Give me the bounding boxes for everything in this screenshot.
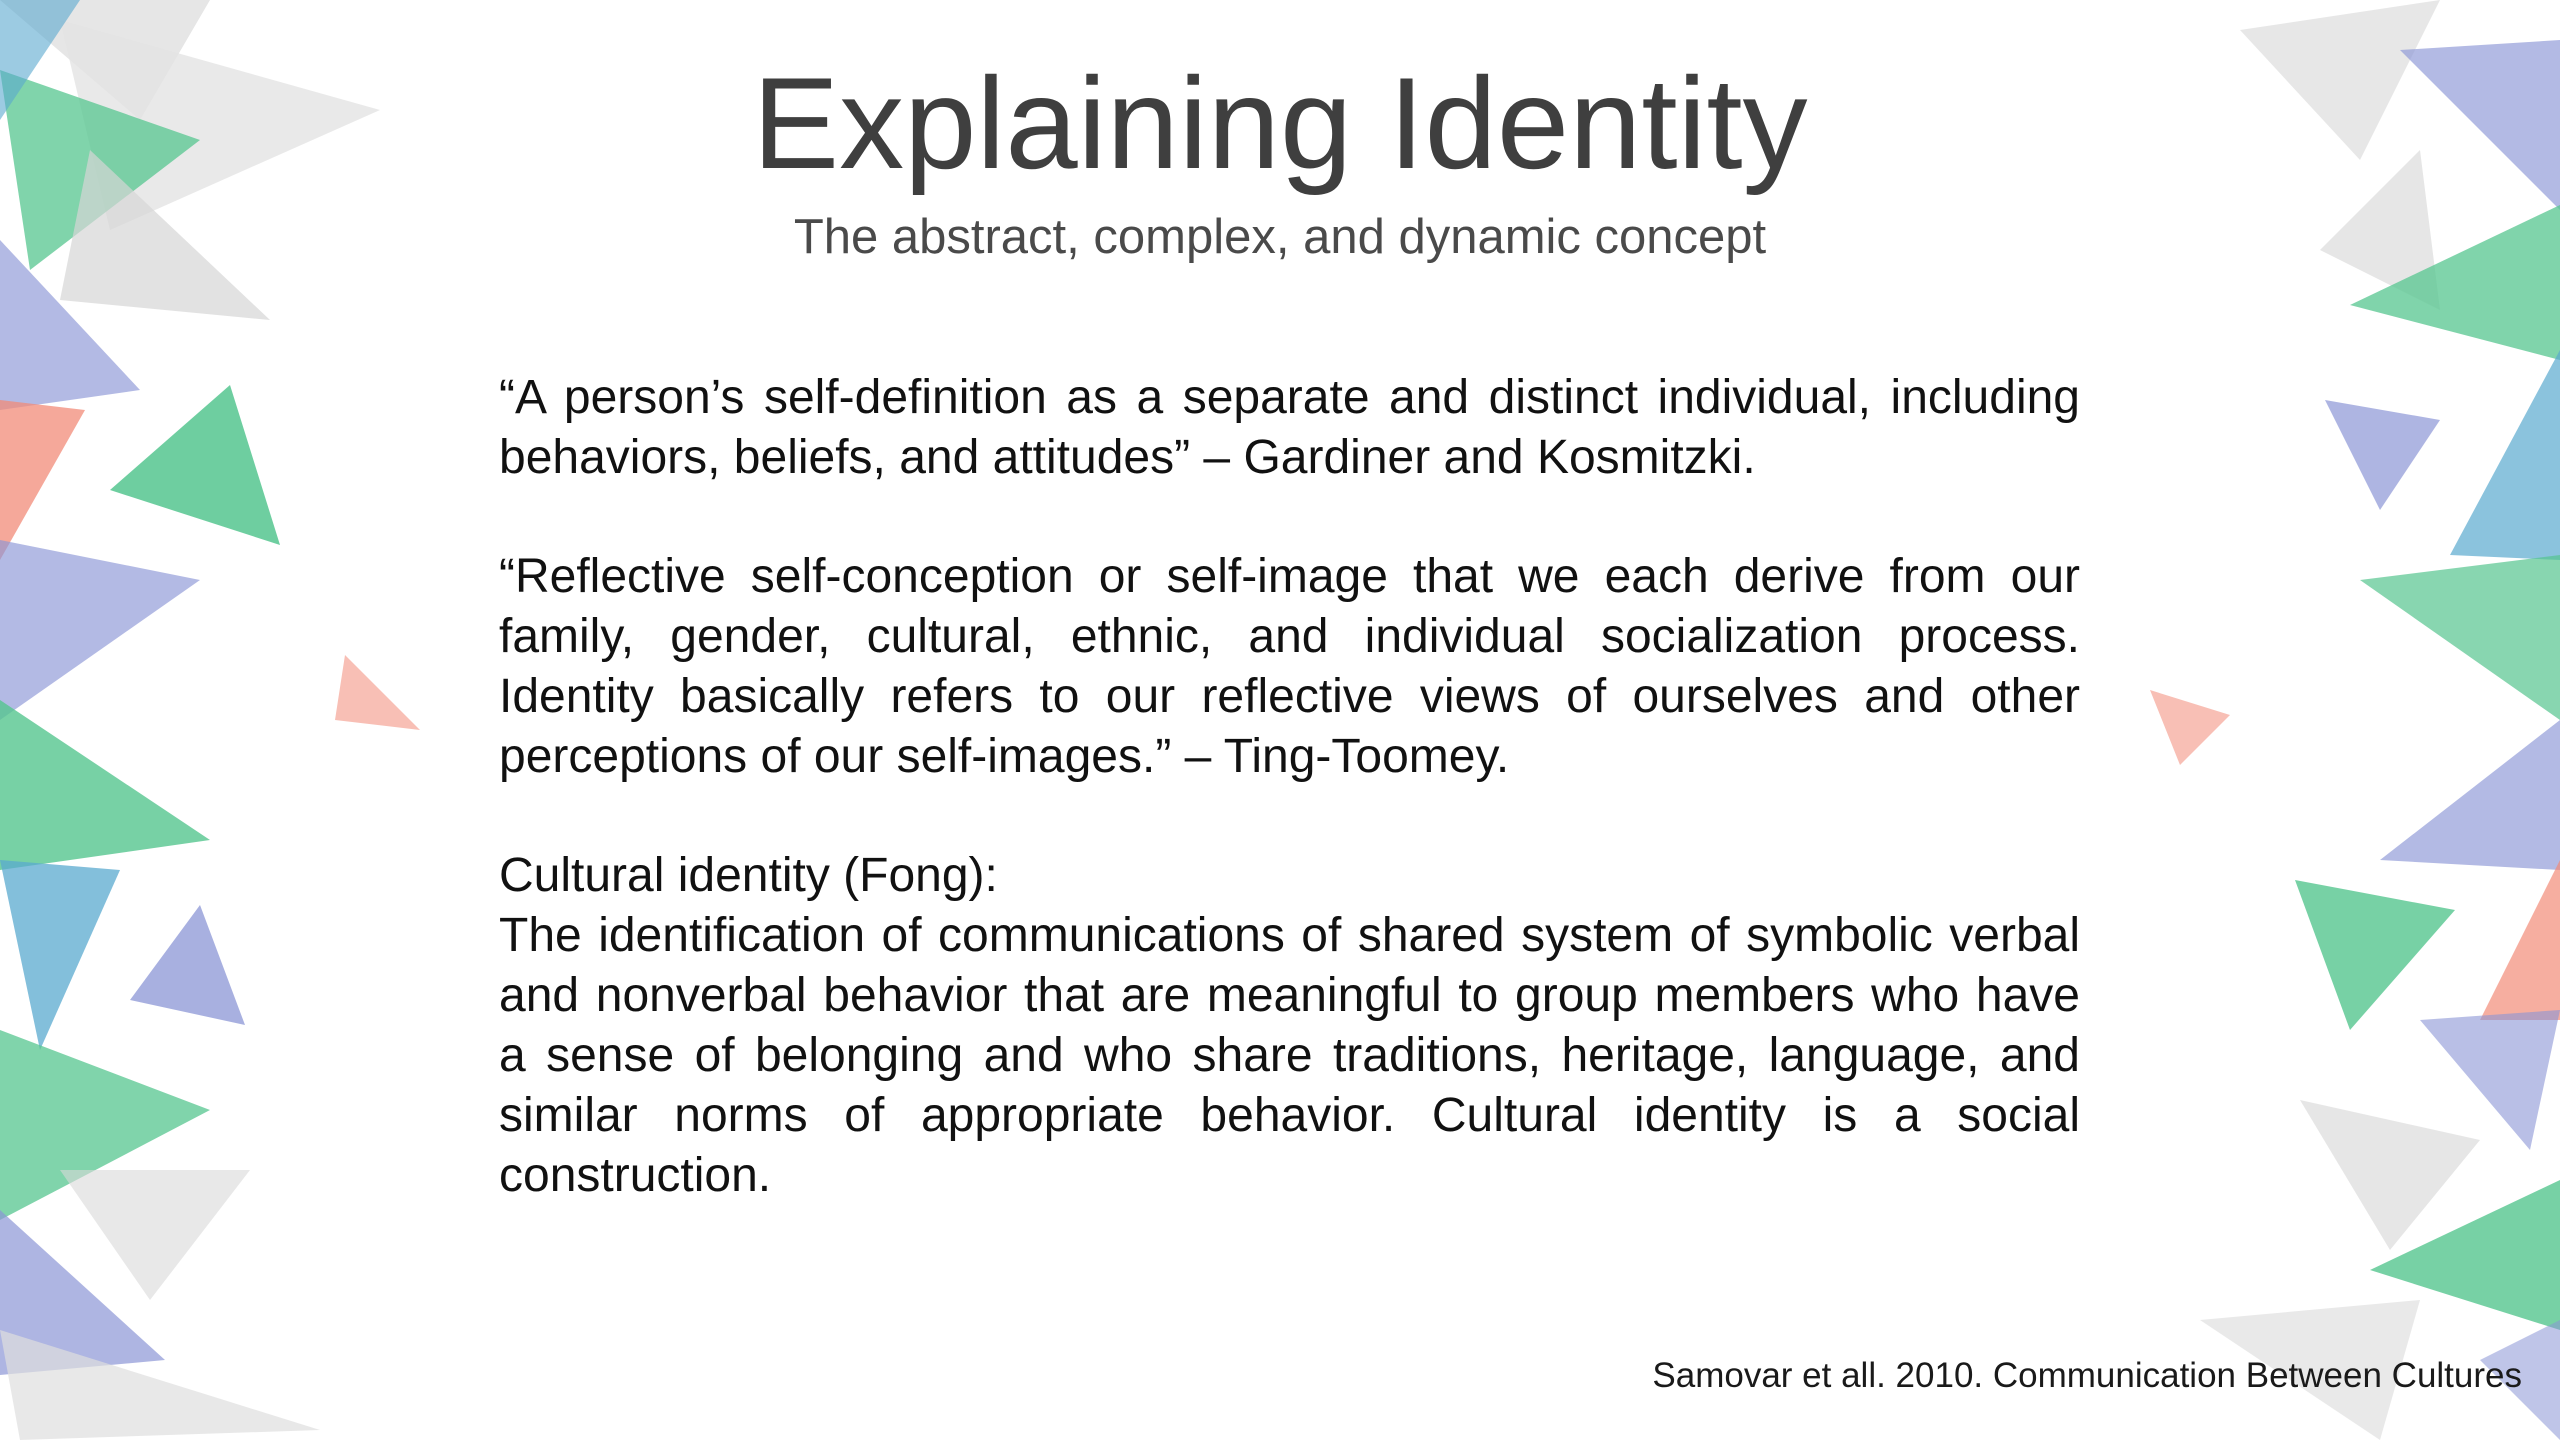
definition-ting-toomey: “Reflective self-conception or self-image that we each derive from our family, gender, cultural, ethnic, and individual socialization process. Identity basically refers to our reflective views of ourselves and other perceptions of our self-images.” – Ting-Toomey.	[499, 550, 2080, 783]
definition-gardiner: “A person’s self-definition as a separate and distinct individual, including behaviors, beliefs, and attitudes” – Gardiner and Kosmitzki.	[499, 371, 2080, 484]
slide-subtitle: The abstract, complex, and dynamic concept	[793, 210, 1767, 264]
source-citation: Samovar et all. 2010. Communication Between Cultures	[1652, 1356, 2522, 1395]
slide-body	[499, 368, 2080, 1206]
cultural-identity-heading: Cultural identity (Fong):	[499, 849, 998, 902]
slide-title: Explaining Identity	[752, 50, 1808, 196]
cultural-identity-definition: The identification of communications of shared system of symbolic verbal and nonverbal behavior that are meaningful to group members who have a sense of belonging and who share traditions, heritage, language, and similar norms of appropriate behavior. Cultural identity is a social construction.	[499, 909, 2080, 1202]
